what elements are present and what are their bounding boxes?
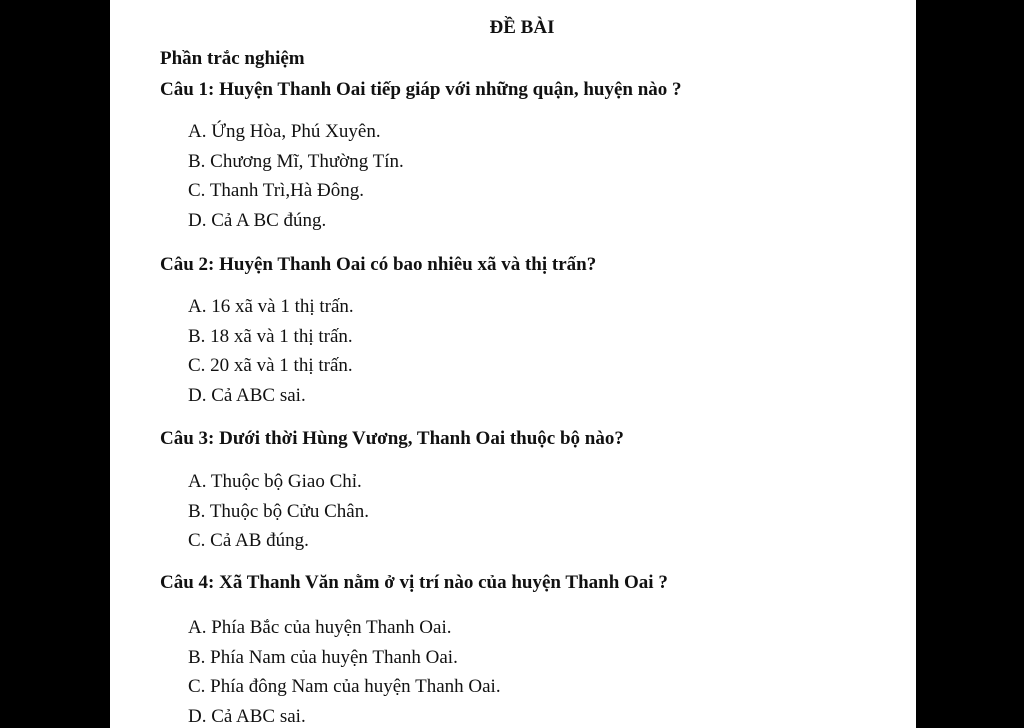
question-1: Câu 1: Huyện Thanh Oai tiếp giáp với những quận, huyện nào ? — [160, 79, 682, 100]
question-4-option-d: D. Cả ABC sai. — [188, 705, 306, 727]
question-2-option-d: D. Cả ABC sai. — [188, 384, 306, 406]
question-3-options — [188, 471, 369, 560]
question-4-option-c: C. Phía đông Nam của huyện Thanh Oai. — [188, 676, 501, 697]
question-4-option-b: B. Phía Nam của huyện Thanh Oai. — [188, 646, 458, 668]
question-2-option-b: B. 18 xã và 1 thị trấn. — [188, 325, 353, 347]
question-4-options — [188, 617, 501, 728]
question-3-option-c: C. Cả AB đúng. — [188, 530, 309, 551]
question-2-option-c: C. 20 xã và 1 thị trấn. — [188, 355, 353, 376]
question-1-option-b: B. Chương Mĩ, Thường Tín. — [188, 150, 404, 172]
section-heading: Phần trắc nghiệm — [160, 48, 305, 69]
document-page — [110, 0, 916, 728]
question-3-option-a: A. Thuộc bộ Giao Chỉ. — [188, 471, 362, 492]
question-3-option-b: B. Thuộc bộ Cửu Chân. — [188, 500, 369, 522]
question-2: Câu 2: Huyện Thanh Oai có bao nhiêu xã và thị trấn? — [160, 254, 597, 275]
question-2-option-a: A. 16 xã và 1 thị trấn. — [188, 296, 354, 317]
question-4: Câu 4: Xã Thanh Văn nằm ở vị trí nào của huyện Thanh Oai ? — [160, 572, 668, 593]
question-1-option-c: C. Thanh Trì,Hà Đông. — [188, 180, 364, 201]
question-4-option-a: A. Phía Bắc của huyện Thanh Oai. — [188, 617, 452, 638]
page-title: ĐỀ BÀI — [489, 17, 555, 38]
question-2-options — [188, 296, 354, 414]
question-3: Câu 3: Dưới thời Hùng Vương, Thanh Oai thuộc bộ nào? — [160, 428, 624, 449]
question-1-option-d: D. Cả A BC đúng. — [188, 209, 327, 231]
question-1-option-a: A. Ứng Hòa, Phú Xuyên. — [188, 121, 381, 142]
question-1-options — [188, 121, 404, 239]
